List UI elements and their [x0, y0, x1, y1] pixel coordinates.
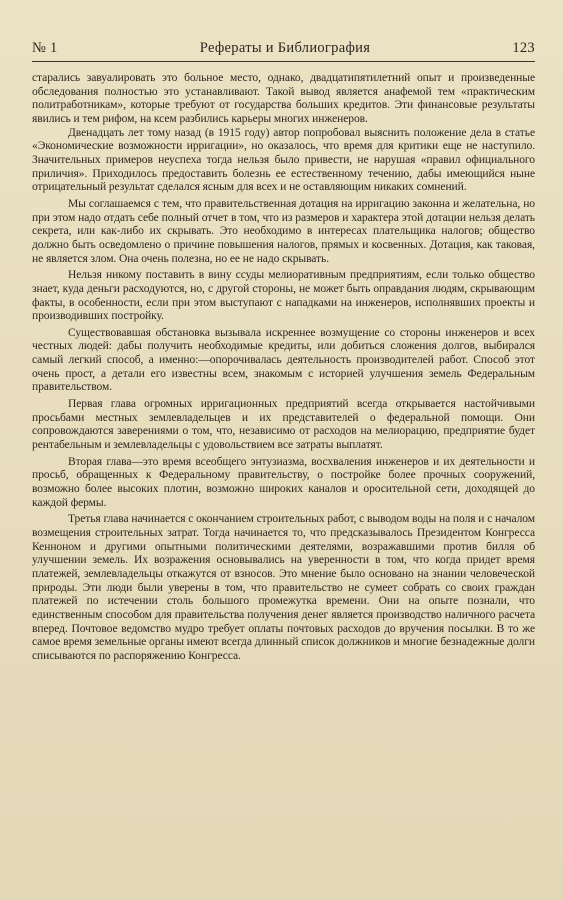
- journal-section-title: Рефераты и Библиография: [199, 40, 371, 56]
- page-number: 123: [512, 40, 535, 56]
- paragraph-7: Вторая глава—это время всеобщего энтузиазма, восхваления инженеров и их деятельности и просьб, обращенных к Федеральному правительству, о постройке более прочных сооружений, возможно более высоких плотин, возможно широких каналов и оросительной сети, доходящей до каждой фермы.: [32, 455, 535, 509]
- paragraph-1: старались завуалировать это больное место, однако, двадцатипятилетний опыт и произведенные обследования полностью это устанавливают. Такой вывод является анафемой тем «практическим политработникам», которые требуют от государства больших кредитов. Эти финансовые результаты явились и тем рифом, на ксем разбились карьеры многих инженеров.: [32, 72, 535, 125]
- paragraph-8: Третья глава начинается с окончанием строительных работ, с выводом воды на поля и с началом возмещения строительных затрат. Тогда начинается то, что предсказывалось Президентом Конгресса Кенноном и другими опытными политическими деятелями, возражавшими против билля об улучшении земель. Их возражения основывались на уверенности в том, что когда придет время платежей, землевладельцы откажутся от взносов. Это мнение было основано на знании человеческой природы. Эти люди были уверены в том, что правительство не сумеет собрать со своих граждан платежей по истечении столь большого промежутка времени. Они на опыте познали, что единственным способом для правительства получения денег является производство наличного расчета вперед. Почтовое ведомство мудро требует оплаты почтовых расходов до вручения посылки. В то же самое время земельные органы имеют всегда длинный список должников и многие безнадежные долги списываются по распоряжению Конгресса.: [32, 513, 535, 662]
- paragraph-6: Первая глава огромных ирригационных предприятий всегда открывается настойчивыми просьбами местных землевладельцев и их представителей о федеральной помощи. Они сопровождаются заверениями о том, что, независимо от расходов на мелиорацию, предприятие будет рентабельным и землевладельцы с удовольствием все затраты выплатят.: [32, 398, 535, 452]
- header-rule: [32, 61, 535, 62]
- paragraph-4: Нельзя никому поставить в вину ссуды мелиоративным предприятиям, если только общество знает, куда деньги расходуются, но, с другой стороны, не может быть оправдания людям, скрывающим факты, в особенности, если при этом выступают с нападками на инженеров, исполнявших проекты и производивших постройку.: [32, 269, 535, 323]
- body-text: [32, 72, 535, 664]
- paragraph-5: Существовавшая обстановка вызывала искреннее возмущение со стороны инженеров и всех честных людей: дабы получить необходимые кредиты, или добиться сложения долгов, выбирался самый легкий способ, а именно:—опорочивалась деятельность производителей работ. Способ этот очень прост, а детали его известны всем, знакомым с историей улучшения земель Федеральным правительством.: [32, 326, 535, 394]
- issue-number: № 1: [32, 40, 58, 56]
- paragraph-3: Мы соглашаемся с тем, что правительственная дотация на ирригацию законна и желательна, но при этом надо отдать себе полный отчет в том, что из размеров и характера этой дотации нельзя делать секрета, или как-либо их скрывать. Это необходимо в интересах плательщика налогов; общество должно быть осведомлено о причине повышения налогов, прямых и косвенных. Дотация, как таковая, не является злом. Она очень полезна, но ее не надо скрывать.: [32, 197, 535, 265]
- paragraph-2: Двенадцать лет тому назад (в 1915 году) автор попробовал выяснить положение дела в статье «Экономические возможности ирригации», но оказалось, что время для критики еще не наступило. Значительных примеров неуспеха тогда нельзя было привести, не нарушая «правил официального приличия». Приходилось предоставить болезнь ее естественному течению, дабы имеющийся ныне отрицательный результат сделался ясным для всех и не оставляющим никаких сомнений.: [32, 126, 535, 194]
- running-header: [32, 40, 535, 57]
